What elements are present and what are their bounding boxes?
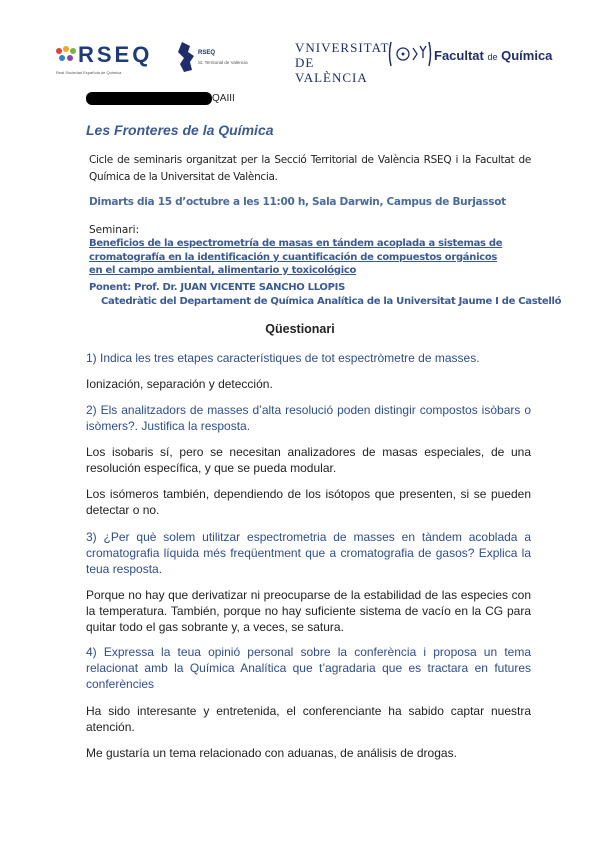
rseq-territorial-logo xyxy=(176,40,276,76)
answer-1: Ionización, separación y detección. xyxy=(86,377,273,391)
faculty-prefix: Facultat xyxy=(434,48,484,63)
rseq-logo-text: RSEQ xyxy=(78,42,153,67)
answer-3: Porque no hay que derivatizar ni preocuparse de la estabilidad de las especies con la temperatura. También, porque no hay suficiente sistema de vacío en la CG para quitar todo el gas sobrante y, a veces, se satura. xyxy=(86,588,531,634)
territorial-shape-icon xyxy=(176,40,200,74)
answer-2b: Los isómeros también, dependiendo de los isótopos que presenten, si se pueden detectar o no. xyxy=(86,487,531,517)
university-name-line1: VNIVERSITAT xyxy=(295,40,390,55)
faculty-de: de xyxy=(487,52,498,62)
rseq-territorial-text: RSEQ xyxy=(198,50,216,56)
answer-4b: Me gustaría un tema relacionado con aduanas, de análisis de drogas. xyxy=(86,746,457,760)
page-title: Les Fronteres de la Química xyxy=(86,122,274,138)
student-code: QAIII xyxy=(212,93,235,104)
rseq-dots-icon xyxy=(56,46,78,66)
intro-paragraph: Cicle de seminaris organitzat per la Secció Territorial de València RSEQ i la Facultat de Química de la Universitat de València. xyxy=(89,154,531,183)
rseq-territorial-subtitle: St. Territorial de València xyxy=(198,60,248,65)
question-1: 1) Indica les tres etapes característiques de tot espectròmetre de masses. xyxy=(86,351,480,365)
university-emblem-icon xyxy=(387,38,433,70)
university-name-line2: DE VALÈNCIA xyxy=(295,55,368,85)
rseq-logo-subtitle: Real Sociedad Española de Química xyxy=(56,70,122,75)
question-2: 2) Els analitzadors de masses d’alta resolució poden distingir compostos isòbars o isòmers?. Justifica la resposta. xyxy=(86,403,531,433)
question-4: 4) Expressa la teua opinió personal sobre la conferència i proposa un tema relacionat amb la Química Analítica que t’agradaria que es tractara en futures conferències xyxy=(86,645,531,691)
answer-2a: Los isobaris sí, pero se necesitan analizadores de masas especiales, de una resolución específica, y que se pueda modular. xyxy=(86,445,531,475)
redacted-name xyxy=(86,92,212,105)
catedratic-line: Catedràtic del Departament de Química Analítica de la Universitat Jaume I de Castelló xyxy=(101,296,562,307)
rseq-logo xyxy=(56,40,164,76)
seminari-title: Beneficios de la espectrometría de masas en tándem acoplada a sistemas de cromatografía en la identificación y cuantificación de compuestos orgánicos en el campo ambiental, alimentario y toxicológico xyxy=(89,238,503,276)
university-logo xyxy=(295,40,390,85)
faculty-name: Química xyxy=(501,48,553,63)
questionari-title: Qüestionari xyxy=(265,322,335,336)
seminari-label: Seminari: xyxy=(89,224,140,236)
answer-4a: Ha sido interesante y entretenida, el conferenciante ha sabido captar nuestra atención. xyxy=(86,704,531,734)
question-3: 3) ¿Per què solem utilitzar espectrometria de masses en tàndem acoblada a cromatografia líquida més freqüentment que a cromatografia de gasos? Explica la teua resposta. xyxy=(86,530,531,576)
ponent-name: Ponent: Prof. Dr. JUAN VICENTE SANCHO LLOPIS xyxy=(89,282,345,293)
date-place: Dimarts dia 15 d’octubre a les 11:00 h, Sala Darwin, Campus de Burjassot xyxy=(89,196,506,208)
faculty-logo xyxy=(434,48,552,63)
